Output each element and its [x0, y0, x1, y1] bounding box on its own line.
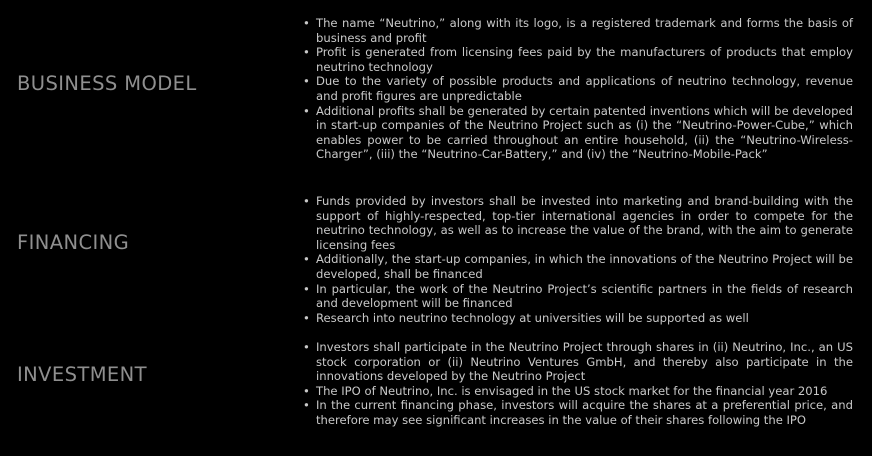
section-title-financing: FINANCING — [17, 231, 130, 254]
bullet-item: • Additional profits shall be generated by certain patented inventions which will be developed in start-up companies of the Neutrino Project such as (i) the “Neutrino-Power-Cube,” which enables power to be carried throughout an entire household, (ii) the “Neutrino-Wireless-Charger”, (iii) the “Neutrino-Car-Battery,” and (iv) the “Neutrino-Mobile-Pack” — [303, 104, 853, 162]
section-title-investment: INVESTMENT — [17, 363, 147, 386]
bullet-item: • Profit is generated from licensing fees paid by the manufacturers of products that employ neutrino technology — [303, 45, 853, 74]
bullet-item: • The IPO of Neutrino, Inc. is envisaged in the US stock market for the financial year 2016 — [303, 384, 853, 399]
bullet-item: • Additionally, the start-up companies, in which the innovations of the Neutrino Project will be developed, shall be financed — [303, 252, 853, 281]
bullet-item: • Research into neutrino technology at universities will be supported as well — [303, 311, 853, 326]
bullet-list-financing — [303, 194, 853, 325]
bullet-list-business-model — [303, 16, 853, 162]
bullet-item: • In the current financing phase, investors will acquire the shares at a preferential price, and therefore may see significant increases in the value of their shares following the IPO — [303, 398, 853, 427]
bullet-item: • Investors shall participate in the Neutrino Project through shares in (ii) Neutrino, Inc., an US stock corporation or (ii) Neutrino Ventures GmbH, and thereby also participate in the innovations developed by the Neutrino Project — [303, 340, 853, 384]
bullet-list-investment — [303, 340, 853, 428]
bullet-item: • In particular, the work of the Neutrino Project’s scientific partners in the fields of research and development will be financed — [303, 282, 853, 311]
section-title-business-model: BUSINESS MODEL — [17, 72, 197, 95]
bullet-item: • Funds provided by investors shall be invested into marketing and brand-building with the support of highly-respected, top-tier international agencies in order to compete for the neutrino technology, as well as to increase the value of the brand, with the aim to generate licensing fees — [303, 194, 853, 252]
bullet-item: • The name “Neutrino,” along with its logo, is a registered trademark and forms the basis of business and profit — [303, 16, 853, 45]
bullet-item: • Due to the variety of possible products and applications of neutrino technology, revenue and profit figures are unpredictable — [303, 74, 853, 103]
